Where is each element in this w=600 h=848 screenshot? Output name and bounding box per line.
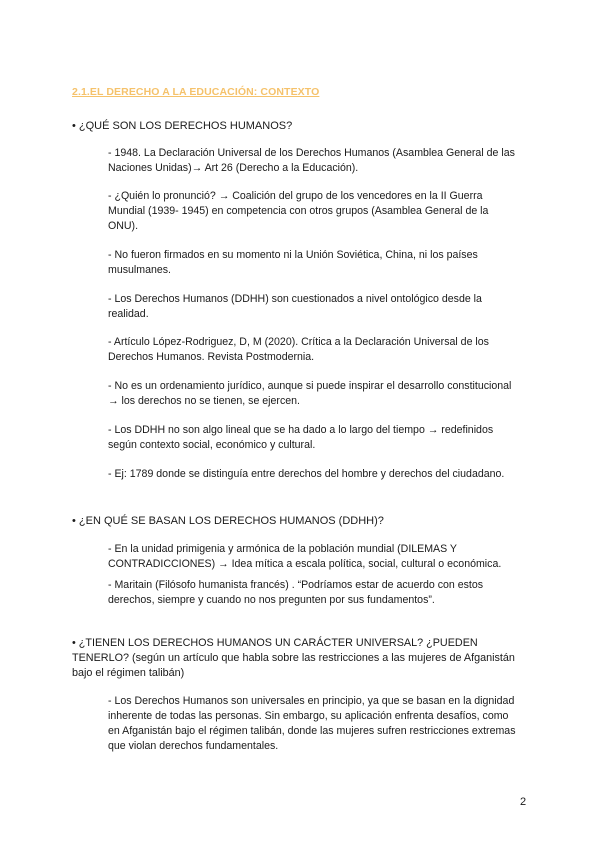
list-item: - En la unidad primigenia y armónica de la población mundial (DILEMAS Y CONTRADICCIONES) → Idea mítica a escala política, social, cultural o económica. <box>108 543 502 570</box>
list-item: - Los DDHH no son algo lineal que se ha dado a lo largo del tiempo → redefinidos según contexto social, económico y cultural. <box>108 424 494 451</box>
list-item: - Artículo López-Rodriguez, D, M (2020). Crítica a la Declaración Universal de los Derechos Humanos. Revista Postmodernia. <box>108 336 489 363</box>
page-number: 2 <box>520 796 527 808</box>
list-item: - 1948. La Declaración Universal de los Derechos Humanos (Asamblea General de las Naciones Unidas)→ Art 26 (Derecho a la Educación). <box>108 147 515 174</box>
list-item: - Los Derechos Humanos son universales en principio, ya que se basan en la dignidad inherente de todas las personas. Sin embargo, su aplicación enfrenta desafíos, como en Afganistán bajo el régimen talibán, donde las mujeres sufren restricciones extremas que violan derechos fundamentales. <box>108 695 516 752</box>
list-item: - Maritain (Filósofo humanista francés) . “Podríamos estar de acuerdo con estos derechos, siempre y cuando no nos pregunten por sus fundamentos”. <box>108 579 484 606</box>
list-item: - ¿Quién lo pronunció? → Coalición del grupo de los vencedores en la II Guerra Mundial (1939- 1945) en competencia con otros grupos (Asamblea General de la ONU). <box>108 190 489 232</box>
question-3: • ¿TIENEN LOS DERECHOS HUMANOS UN CARÁCTER UNIVERSAL? ¿PUEDEN TENERLO? (según un artículo que habla sobre las restricciones a las mujeres de Afganistán bajo el régimen talibán) <box>72 637 515 679</box>
list-item: - Ej: 1789 donde se distinguía entre derechos del hombre y derechos del ciudadano. <box>108 468 505 480</box>
question-2: • ¿EN QUÉ SE BASAN LOS DERECHOS HUMANOS (DDHH)? <box>72 515 384 527</box>
question-1: • ¿QUÉ SON LOS DERECHOS HUMANOS? <box>72 120 293 132</box>
list-item: - No es un ordenamiento jurídico, aunque si puede inspirar el desarrollo constitucional → los derechos no se tienen, se ejercen. <box>108 380 512 407</box>
list-item: - Los Derechos Humanos (DDHH) son cuestionados a nivel ontológico desde la realidad. <box>108 293 482 320</box>
section-heading: 2.1.EL DERECHO A LA EDUCACIÓN: CONTEXTO <box>72 86 320 98</box>
list-item: - No fueron firmados en su momento ni la Unión Soviética, China, ni los países musulmanes. <box>108 249 478 276</box>
